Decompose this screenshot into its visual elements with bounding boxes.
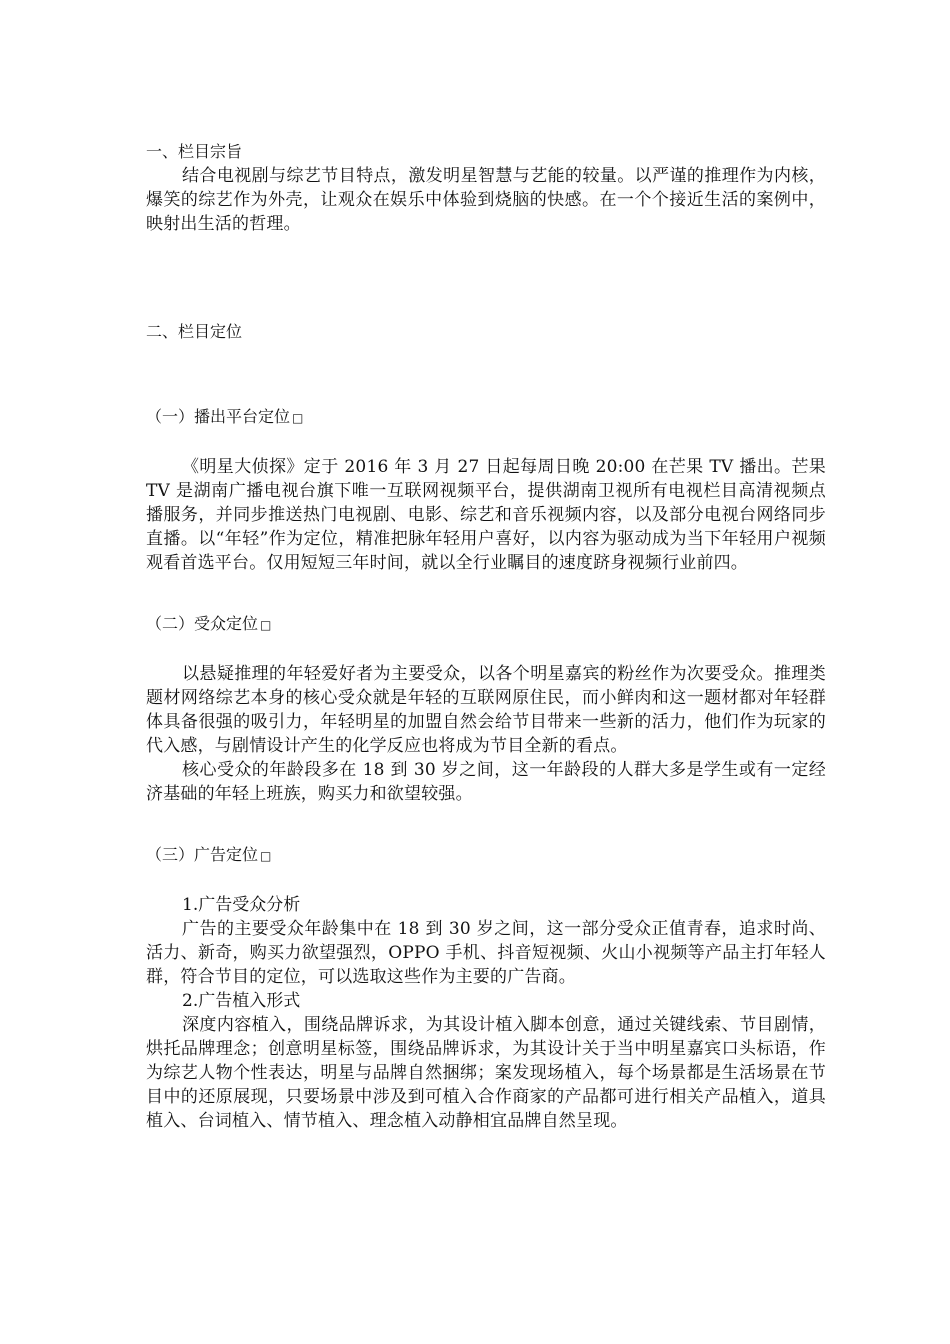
document-page [146,140,826,1133]
list-item-title: 2.广告植入形式 [182,991,301,1011]
paragraph: 广告的主要受众年龄集中在 18 到 30 岁之间，这一部分受众正值青春，追求时尚、活力、新奇，购买力欲望强烈，OPPO 手机、抖音短视频、火山小视频等产品主打年轻人群，符合节目的定位，可以选取这些作为主要的广告商。 [146,919,826,987]
section-heading: 一、栏目宗旨 [146,142,243,161]
placeholder-glyph-icon: □ [260,849,272,863]
paragraph: 《明星大侦探》定于 2016 年 3 月 27 日起每周日晚 20:00 在芒果 TV 播出。芒果 TV 是湖南广播电视台旗下唯一互联网视频平台，提供湖南卫视所有电视栏目高清视频点播服务，并同步推送热门电视剧、电影、综艺和音乐视频内容，以及部分电视台网络同步直播。以“年轻”作为定位，精准把脉年轻用户喜好，以内容为驱动成为当下年轻用户视频观看首选平台。仅用短短三年时间，就以全行业瞩目的速度跻身视频行业前四。 [146,457,826,573]
placeholder-glyph-icon: □ [260,618,272,632]
paragraph: 深度内容植入，围绕品牌诉求，为其设计植入脚本创意，通过关键线索、节目剧情，烘托品牌理念；创意明星标签，围绕品牌诉求，为其设计关于当中明星嘉宾口头标语，作为综艺人物个性表达，明星与品牌自然捆绑；案发现场植入，每个场景都是生活场景在节目中的还原展现，只要场景中涉及到可植入合作商家的产品都可进行相关产品植入，道具植入、台词植入、情节植入、理念植入动静相宜品牌自然呈现。 [146,1015,826,1131]
list-item-title: 1.广告受众分析 [182,895,301,915]
paragraph: 结合电视剧与综艺节目特点，激发明星智慧与艺能的较量。以严谨的推理作为内核，爆笑的综艺作为外壳，让观众在娱乐中体验到烧脑的快感。在一个个接近生活的案例中，映射出生活的哲理。 [146,166,826,234]
subsection-heading-text: （二）受众定位 [146,614,259,633]
section-heading: 二、栏目定位 [146,322,243,341]
subsection-heading-text: （一）播出平台定位 [146,407,291,426]
placeholder-glyph-icon: □ [292,411,304,425]
subsection-heading [146,612,826,637]
subsection-heading [146,843,826,868]
subsection-heading [146,405,826,430]
paragraph: 以悬疑推理的年轻爱好者为主要受众，以各个明星嘉宾的粉丝作为次要受众。推理类题材网络综艺本身的核心受众就是年轻的互联网原住民，而小鲜肉和这一题材都对年轻群体具备很强的吸引力，年轻明星的加盟自然会给节目带来一些新的活力，他们作为玩家的代入感，与剧情设计产生的化学反应也将成为节目全新的看点。 [146,664,826,756]
subsection-heading-text: （三）广告定位 [146,845,259,864]
paragraph: 核心受众的年龄段多在 18 到 30 岁之间，这一年龄段的人群大多是学生或有一定经济基础的年轻上班族，购买力和欲望较强。 [146,760,826,804]
